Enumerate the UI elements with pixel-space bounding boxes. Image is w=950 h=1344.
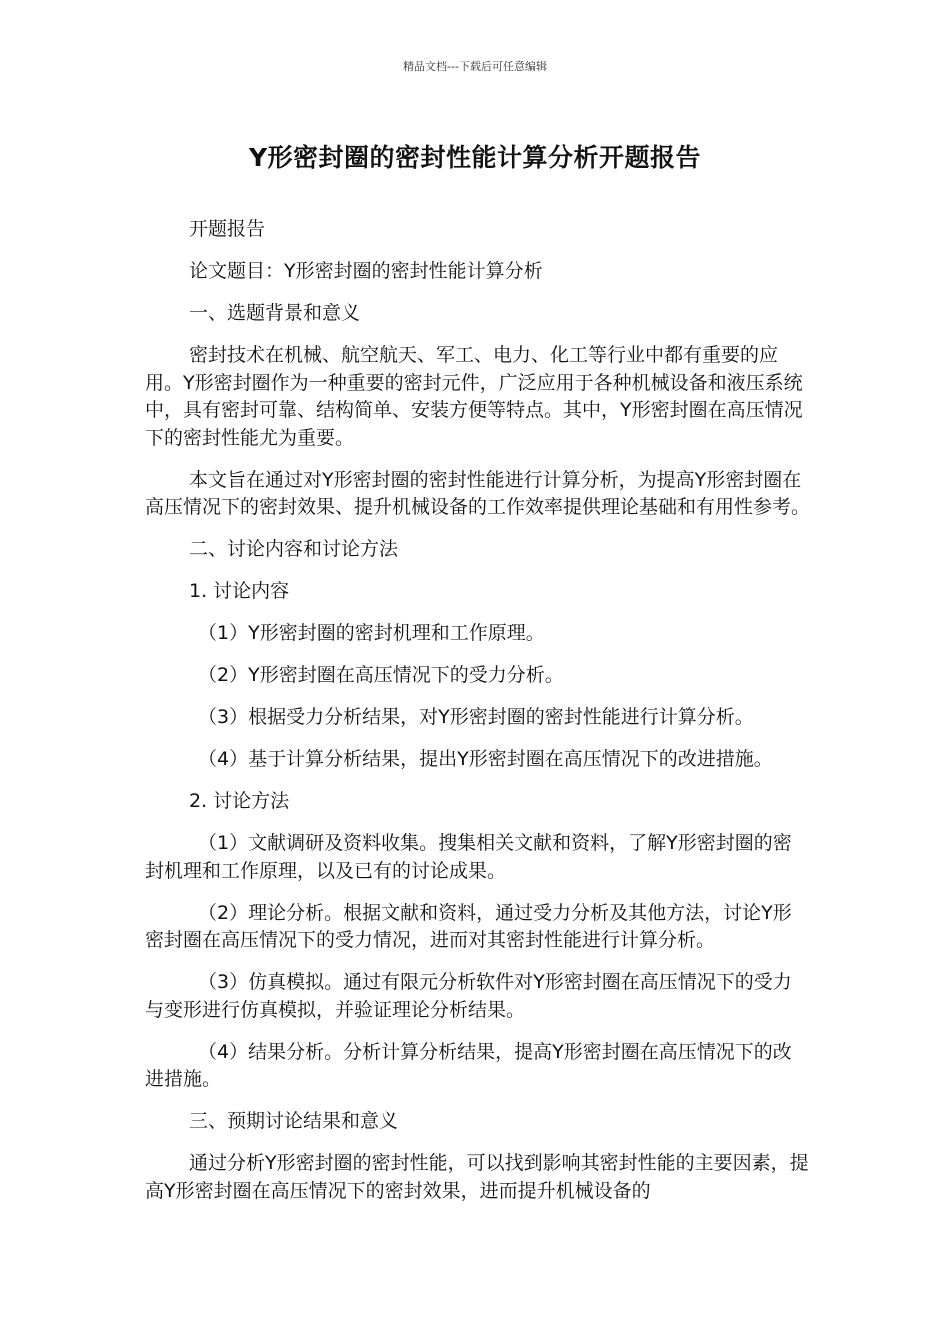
subheading-content: 1. 讨论内容 <box>189 580 290 602</box>
list-item-method-1: （1）文献调研及资料收集。搜集相关文献和资料，了解Y形密封圈的密封机理和工作原理，以及已有的讨论成果。 <box>145 832 792 882</box>
paragraph-purpose: 本文旨在通过对Y形密封圈的密封性能进行计算分析，为提高Y形密封圈在高压情况下的密封效果、提升机械设备的工作效率提供理论基础和有用性参考。 <box>145 468 811 518</box>
document-body <box>145 216 810 1220</box>
list-item-content-4: （4）基于计算分析结果，提出Y形密封圈在高压情况下的改进措施。 <box>198 748 773 770</box>
thesis-title-line: 论文题目：Y形密封圈的密封性能计算分析 <box>189 260 543 282</box>
list-item-method-4: （4）结果分析。分析计算分析结果，提高Y形密封圈在高压情况下的改进措施。 <box>145 1040 792 1090</box>
list-item-content-2: （2）Y形密封圈在高压情况下的受力分析。 <box>198 664 564 686</box>
list-item-content-3: （3）根据受力分析结果，对Y形密封圈的密封性能进行计算分析。 <box>198 706 754 728</box>
paragraph-expected-results: 通过分析Y形密封圈的密封性能，可以找到影响其密封性能的主要因素，提高Y形密封圈在高压情况下的密封效果，进而提升机械设备的 <box>145 1152 809 1202</box>
section-heading-content-methods: 二、讨论内容和讨论方法 <box>189 538 399 560</box>
list-item-method-2: （2）理论分析。根据文献和资料，通过受力分析及其他方法，讨论Y形密封圈在高压情况下的受力情况，进而对其密封性能进行计算分析。 <box>145 901 792 951</box>
paragraph-background: 密封技术在机械、航空航天、军工、电力、化工等行业中都有重要的应用。Y形密封圈作为一种重要的密封元件，广泛应用于各种机械设备和液压系统中，具有密封可靠、结构简单、安装方便等特点。其中，Y形密封圈在高压情况下的密封性能尤为重要。 <box>145 344 803 449</box>
header-note: 精品文档---下载后可任意编辑 <box>403 60 547 73</box>
list-item-method-3: （3）仿真模拟。通过有限元分析软件对Y形密封圈在高压情况下的受力与变形进行仿真模拟，并验证理论分析结果。 <box>145 971 792 1021</box>
document-title: Y形密封圈的密封性能计算分析开题报告 <box>248 143 702 172</box>
section-heading-report: 开题报告 <box>189 218 266 240</box>
section-heading-expected-results: 三、预期讨论结果和意义 <box>189 1110 399 1132</box>
subheading-methods: 2. 讨论方法 <box>189 790 290 812</box>
list-item-content-1: （1）Y形密封圈的密封机理和工作原理。 <box>198 622 545 644</box>
section-heading-background: 一、选题背景和意义 <box>189 302 361 324</box>
